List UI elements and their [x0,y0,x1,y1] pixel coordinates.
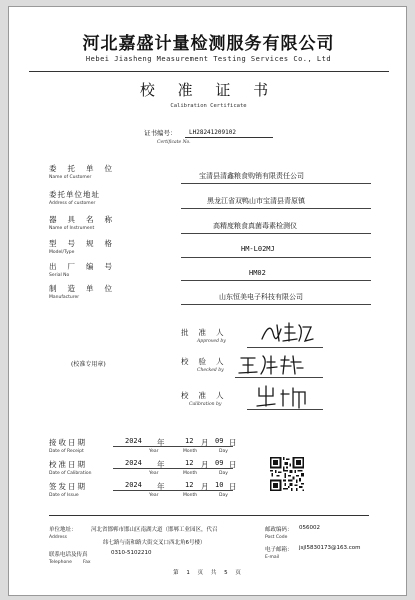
issue-month: 12 [185,481,194,489]
calibration-date-label: 校准日期 [49,460,87,469]
month-unit-en: Month [183,471,198,476]
serial-value: HM02 [249,269,266,277]
serial-label-en: Serial No [49,273,70,278]
day-unit: 日 [229,438,237,447]
signature-underline [247,409,323,410]
receipt-date-label-en: Date of Receipt [49,449,84,454]
manufacturer-value: 山东恒美电子科技有限公司 [219,293,303,301]
date-underline [113,490,233,491]
footer-divider [49,515,369,516]
address-label: 单位地址： [49,527,77,533]
approved-by-label-en: Approved by [197,339,226,344]
phone-label: 联系电话及传真 [49,552,88,558]
year-unit-en: Year [149,471,159,476]
signature-underline [235,377,323,378]
phone-label-en: Telephone [49,560,72,565]
receipt-date-label: 接收日期 [49,438,87,447]
field-underline [181,233,371,234]
document-title-en: Calibration Certificate [170,103,247,109]
calibrator-signature [253,384,311,410]
year-unit: 年 [157,482,165,491]
customer-label-en: Name of Customer [49,175,92,180]
approved-by-label: 批准人 [181,328,234,337]
phone-number: 0310-5102210 [111,550,152,556]
calibration-date-label-en: Date of Calibration [49,471,92,476]
issue-year: 2024 [125,481,142,489]
date-underline [113,468,233,469]
company-name-en: Hebei Jiasheng Measurement Testing Services Co., Ltd [85,55,332,63]
email-value: jsjl5830173@163.com [299,545,361,551]
month-unit: 月 [201,482,209,491]
customer-label: 委托单位 [49,164,123,173]
receipt-year: 2024 [125,437,142,445]
customer-address-label-en: Address of customer [49,201,96,206]
checked-by-label-en: Checked by [197,368,224,373]
field-underline [181,280,371,281]
day-unit-en: Day [219,449,228,454]
issue-date-label-en: Date of Issue [49,493,79,498]
calibration-by-label: 校准人 [181,391,234,400]
year-unit-en: Year [149,449,159,454]
model-label-en: Model/Type [49,250,75,255]
month-unit-en: Month [183,493,198,498]
receipt-day: 09 [215,437,224,445]
postcode-label-en: Post Code [265,535,288,540]
instrument-name-label: 器具名称 [49,215,123,224]
field-underline [181,183,371,184]
certificate-number-label: 证书编号： [144,129,177,137]
page-prefix: 第 [173,570,182,576]
month-unit: 月 [201,438,209,447]
issue-day: 10 [215,481,224,489]
approver-signature [259,319,315,347]
day-unit: 日 [229,460,237,469]
day-unit: 日 [229,482,237,491]
fax-label-en: Fax [83,560,91,565]
field-underline [181,304,371,305]
year-unit-en: Year [149,493,159,498]
date-underline [113,446,233,447]
address-line-1: 河北省邯郸市邯山区南湖大道（邯郸工业园区，代召 [91,527,218,533]
certificate-page [8,6,407,596]
address-line-2: 纬七路与南和路大街交叉口西北角6号楼） [103,540,206,546]
month-unit-en: Month [183,449,198,454]
month-unit: 月 [201,460,209,469]
email-label: 电子邮箱： [265,547,293,553]
calibration-month: 12 [185,459,194,467]
manufacturer-label: 制造单位 [49,284,123,293]
page-indicator [9,568,408,576]
certificate-number-underline [185,137,273,138]
calibration-day: 09 [215,459,224,467]
instrument-name-label-en: Name of Instrument [49,226,95,231]
field-underline [181,208,371,209]
receipt-month: 12 [185,437,194,445]
signature-underline [247,347,323,348]
checker-signature [237,352,305,378]
email-label-en: E-mail [265,555,280,560]
page-middle: 页 共 [197,570,220,576]
page-suffix: 页 [235,570,244,576]
document-title: 校 准 证 书 [139,81,278,99]
certificate-number: LH28241209102 [189,129,236,136]
model-label: 型号规格 [49,239,123,248]
checked-by-label: 校验人 [181,357,234,366]
seal-note: (校准专用章) [71,361,106,368]
serial-label: 出厂编号 [49,262,123,271]
company-name: 河北嘉盛计量检测服务有限公司 [82,34,335,54]
instrument-name-value: 高精度粮食真菌毒素检测仪 [213,222,297,230]
calibration-year: 2024 [125,459,142,467]
postcode-label: 邮政编码： [265,527,293,533]
customer-address-value: 黑龙江省双鸭山市宝清县青原镇 [207,197,305,205]
customer-value: 宝清县清鑫粮食购销有限责任公司 [199,172,304,180]
manufacturer-label-en: Manufacturer [49,295,80,300]
year-unit: 年 [157,438,165,447]
calibration-by-label-en: Calibration by [189,402,222,407]
day-unit-en: Day [219,471,228,476]
field-underline [181,257,371,258]
header-divider [29,71,389,72]
customer-address-label: 委托单位地址 [49,190,100,199]
year-unit: 年 [157,460,165,469]
issue-date-label: 签发日期 [49,482,87,491]
address-label-en: Address [49,535,67,540]
page-total: 5 [224,570,231,576]
postcode-value: 056002 [299,525,320,531]
certificate-number-label-en: Certificate No. [157,140,191,145]
day-unit-en: Day [219,493,228,498]
model-value: HM-L02MJ [241,245,275,253]
page-number: 1 [186,570,193,576]
qr-code-icon [270,457,304,491]
